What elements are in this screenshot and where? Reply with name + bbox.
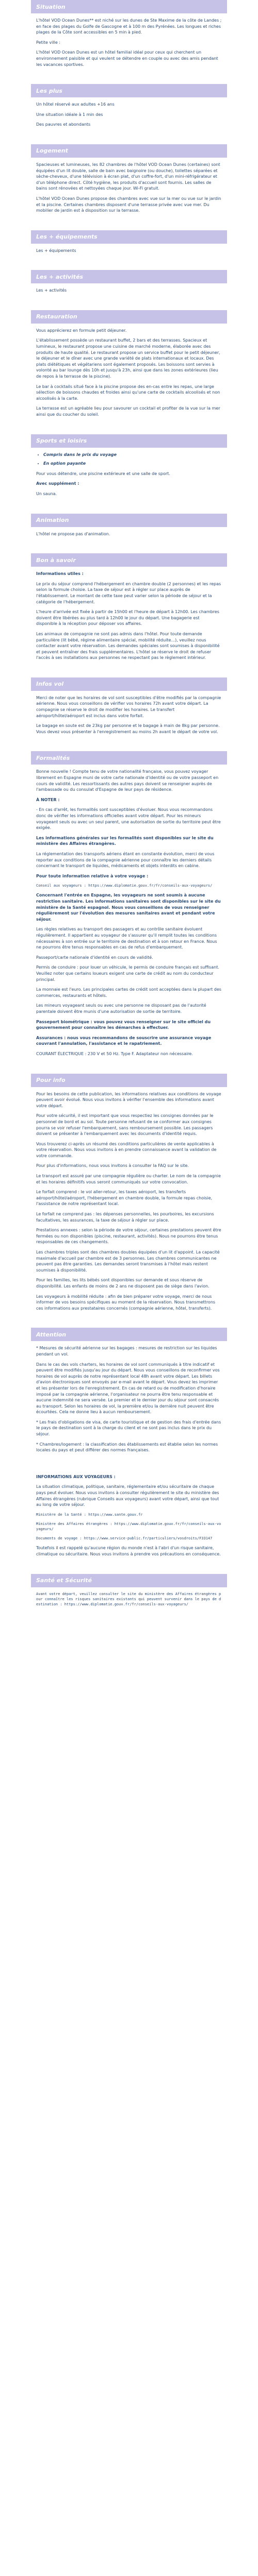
paragraph: Assurances : nous vous recommandons de souscrire une assurance voyage couvrant l'annulation, l'assistance et le rapatriement. (36, 1035, 212, 1046)
bullet-list (36, 452, 222, 467)
section-formalites (31, 751, 227, 1066)
paragraph: La situation climatique, politique, sanitaire, réglementaire et/ou sécuritaire de chaque pays peut évoluer. Nous vous invitons à consulter régulièrement le site du ministère des Affaires étrangères (rubrique Conseils aux voyageurs) avant votre départ, ainsi que tout au long de votre séjour. (36, 1484, 219, 1507)
paragraph: La monnaie est l'euro. Les principales cartes de crédit sont acceptées dans la plupart des commerces, restaurants et hôtels. (36, 987, 221, 998)
section-body (31, 691, 227, 744)
section-header (31, 0, 227, 13)
section-restauration (31, 310, 227, 427)
section-sports (31, 434, 227, 506)
paragraph: Pour toute information relative à votre voyage : (36, 873, 149, 878)
section-title: Restauration (36, 313, 77, 320)
paragraph: La réglementation des transports aériens étant en constante évolution, merci de vous reporter aux conditions de la compagnie aérienne pour connaître les derniers détails concernant le transport de liquides, médicaments et objets interdits en cabine. (36, 851, 215, 869)
section-header (31, 270, 227, 283)
paragraph: * Les frais d'obligations de visa, de carte touristique et de gestion des frais d'entrée dans le pays de destination sont à la charge du client et ne sont pas inclus dans le prix du séjour. (36, 1419, 221, 1437)
section-header (31, 144, 227, 158)
section-title: Formalités (36, 754, 70, 761)
section-header (31, 751, 227, 765)
paragraph: Merci de noter que les horaires de vol sont susceptibles d'être modifiés par la compagnie aérienne. Nous vous conseillons de vérifier vos horaires 72h avant votre départ. La compagnie se réserve le droit de modifier les horaires. Le transfert aéroport/hôtel/aéroport est inclus dans votre forfait. (36, 695, 221, 718)
paragraph: La terrasse est un agréable lieu pour savourer un cocktail et profiter de la vue sur la mer ainsi que du coucher du soleil. (36, 406, 220, 417)
paragraph: Le forfait ne comprend pas : les dépenses personnelles, les pourboires, les excursions facultatives, les assurances, la taxe de séjour à régler sur place. (36, 1212, 214, 1223)
paragraph: Passeport biométrique : vous pouvez vous renseigner sur le site officiel du gouvernement pour connaître les démarches à effectuer. (36, 1019, 211, 1030)
paragraph: Toutefois il est rappelé qu'aucune région du monde n'est à l'abri d'un risque sanitaire, climatique ou sécuritaire. Nous vous invitons à prendre vos précautions en conséquence. (36, 1546, 221, 1556)
section-header (31, 1074, 227, 1087)
paragraph: Pour votre sécurité, il est important que vous respectiez les consignes données par le personnel de bord et au sol. Toute personne refusant de se conformer aux consignes pourra se voir refuser l'embarquement, sans remboursement possible. Les passagers doivent se présenter à l'embarquement avec les documents d'identité requis. (36, 1113, 214, 1137)
paragraph: Le bar à cocktails situé face à la piscine propose des en-cas entre les repas, une large sélection de boissons chaudes et froides ainsi qu'une carte de cocktails alcoolisés et non alcoolisés à la carte. (36, 384, 220, 401)
paragraph: Une situation idéale à 1 min des (36, 112, 103, 117)
paragraph: Les informations générales sur les formalités sont disponibles sur le site du ministère des Affaires étrangères. (36, 835, 214, 846)
section-bon-a-savoir (31, 553, 227, 670)
paragraph: Prestations annexes : selon la période de votre séjour, certaines prestations peuvent être fermées ou non disponibles (piscine, restaurant, activités). Nous ne pourrons être tenus responsables de ces changements. (36, 1228, 221, 1245)
paragraph: Pour vous détendre, une piscine extérieure et une salle de sport. (36, 471, 170, 476)
section-body (31, 244, 227, 263)
paragraph: COURANT ÉLECTRIQUE : 230 V et 50 Hz. Type F. Adaptateur non nécessaire. (36, 1051, 193, 1056)
paragraph: Informations utiles : (36, 571, 84, 577)
paragraph: Vous apprécierez en formule petit déjeuner. (36, 328, 127, 333)
section-body (31, 527, 227, 547)
paragraph: Concernant l'entrée en Espagne, les voyageurs ne sont soumis à aucune restriction sanitaire. Les informations sanitaires sont disponibles sur le site du ministère de la Santé espagnol. Nous vous conseillons de vous renseigner régulièrement sur l'évolution des mesures sanitaires avant et pendant votre séjour. (36, 893, 221, 922)
paragraph: Le transport est assuré par une compagnie régulière ou charter. Le nom de la compagnie et les horaires définitifs vous seront communiqués sur votre convocation. (36, 1174, 221, 1184)
section-title: Logement (36, 147, 68, 155)
section-infos-sup (31, 1470, 227, 1567)
section-plus (31, 84, 227, 137)
paragraph: Un hôtel réservé aux adultes +16 ans (36, 102, 115, 107)
section-infos-vol (31, 677, 227, 744)
paragraph: Les chambres triples sont des chambres doubles équipées d'un lit d'appoint. La capacité maximale d'accueil par chambre est de 3 personnes. Les chambres communicantes ne peuvent pas être garanties. Les demandes seront transmises à l'hôtel mais restent soumises à disponibilité. (36, 1250, 220, 1273)
paragraph: Les règles relatives au transport des passagers et au contrôle sanitaire évoluent régulièrement. Il appartient au voyageur de s'assurer qu'il remplit toutes les conditions nécessaires à son entrée sur le territoire de destination et à son retour en France. Nous ne pourrons être tenus responsables en cas de refus d'embarquement. (36, 927, 217, 950)
paragraph: Les voyageurs à mobilité réduite : afin de bien préparer votre voyage, merci de nous informer de vos besoins spécifiques au moment de la réservation. Nous transmettrons ces informations aux prestataires concernés (compagnie aérienne, hôtel, transferts). (36, 1294, 216, 1311)
section-body (31, 158, 227, 223)
paragraph: INFORMATIONS AUX VOYAGEURS : (36, 1474, 116, 1479)
paragraph: Pour les familles, les lits bébés sont disponibles sur demande et sous réserve de disponibilité. Les enfants de moins de 2 ans ne disposent pas de siège dans l'avion. (36, 1278, 209, 1289)
paragraph: Le forfait comprend : le vol aller-retour, les taxes aéroport, les transferts aéroport/hôtel/aéroport, l'hébergement en chambre double, la formule repas choisie, l'assistance de notre représentant local. (36, 1190, 213, 1207)
paragraph: Documents de voyage : https://www.service-public.fr/particuliers/vosdroits/F33147 (36, 1536, 213, 1541)
paragraph: Ministère de la Santé : https://www.sante.gouv.fr (36, 1512, 143, 1517)
section-title: Attention (36, 1331, 67, 1338)
paragraph: L'hôtel VOD Ocean Dunes propose des chambres avec vue sur la mer ou vue sur le jardin et la piscine. Certaines chambres disposent d'une terrasse privée avec vue mer. Du mobilier de jardin est à disposition sur la terrasse. (36, 196, 221, 213)
section-body (31, 1341, 227, 1463)
paragraph: Les + activités (36, 288, 67, 293)
section-body (31, 567, 227, 670)
paragraph: L'heure d'arrivée est fixée à partir de 15h00 et l'heure de départ à 12h00. Les chambres doivent être libérées au plus tard à 12h00 le jour du départ. Une bagagerie est disponible à la réception pour déposer vos affaires. (36, 609, 219, 626)
paragraph: L'hôtel VOD Ocean Dunes est un hôtel familial idéal pour ceux qui cherchent un environnement paisible et qui veulent se détendre en couple ou avec des amis pendant les vacances sportives. (36, 50, 218, 67)
section-activites (31, 270, 227, 303)
paragraph: L'hôtel ne propose pas d'animation. (36, 531, 110, 536)
section-header (31, 677, 227, 691)
paragraph: L'établissement possède un restaurant buffet, 2 bars et des terrasses. Spacieux et lumineux, le restaurant propose une cuisine de marché moderne, élaborée avec des produits de haute qualité. Le restaurant propose un service buffet pour le petit déjeuner, le déjeuner et le dîner avec une grande variété de plats internationaux et locaux. Des plats diététiques et végétariens sont également proposés. Les boissons sont servies à volonté au bar lounge dès 10h et jusqu'à 23h, ainsi que dans les zones extérieures (lieu de repos à la terrasse de la piscine). (36, 338, 220, 379)
content-column (31, 0, 227, 1616)
section-title: Les + équipements (36, 233, 98, 241)
section-title: Santé et Sécurité (36, 1577, 92, 1584)
paragraph: À NOTER : (36, 797, 60, 802)
paragraph: Passeport/carte nationale d'identité en cours de validité. (36, 955, 153, 960)
paragraph: * Mesures de sécurité aérienne sur les bagages : mesures de restriction sur les liquides pendant un vol. (36, 1346, 217, 1357)
paragraph: Petite ville : (36, 40, 60, 45)
paragraph: Avant votre départ, veuillez consulter le site du ministère des Affaires étrangères pour connaître les risques sanitaires existants qui peuvent survenir dans le pays de destination : https://www.diplomatie.gouv.fr/fr/conseils-aux-voyageurs/ (36, 1591, 221, 1606)
paragraph: Les mineurs voyageant seuls ou avec une personne ne disposant pas de l'autorité parentale doivent être munis d'une autorisation de sortie de territoire. (36, 1003, 206, 1014)
paragraph: Conseil aux voyageurs : https://www.diplomatie.gouv.fr/fr/conseils-aux-voyageurs/ (36, 884, 213, 888)
section-body (31, 97, 227, 137)
section-body (31, 324, 227, 427)
section-title: Pour info (36, 1077, 66, 1084)
paragraph: Avec supplément : (36, 481, 79, 486)
section-header (31, 310, 227, 324)
section-header (31, 230, 227, 244)
paragraph: Des pauvres et abondants (36, 122, 91, 127)
section-title: Bon à savoir (36, 556, 76, 564)
section-body (31, 1587, 227, 1616)
bullet-item: • En option payante (43, 461, 222, 467)
section-header (31, 84, 227, 97)
section-attention (31, 1328, 227, 1463)
section-header (31, 434, 227, 448)
section-body (31, 13, 227, 77)
paragraph: Bonne nouvelle ! Compte tenu de votre nationalité française, vous pouvez voyager librement en Espagne muni de votre carte nationale d'identité ou de votre passeport en cours de validité. Les ressortissants des autres pays doivent se renseigner auprès de l'ambassade ou du consulat d'Espagne de leur pays de résidence. (36, 769, 219, 792)
paragraph: * Chambres/logement : la classification des établissements est établie selon les normes locales du pays et peut différer des normes françaises. (36, 1442, 218, 1453)
paragraph: Le prix du séjour comprend l'hébergement en chambre double (2 personnes) et les repas selon la formule choisie. La taxe de séjour est à régler sur place auprès de l'établissement. Le montant de cette taxe peut varier selon la période de séjour et la catégorie de l'hébergement. (36, 581, 221, 604)
section-logement (31, 144, 227, 223)
paragraph: Pour plus d'informations, nous vous invitons à consulter la FAQ sur le site. (36, 1163, 189, 1168)
section-sante (31, 1574, 227, 1616)
section-header (31, 553, 227, 567)
paragraph: Les + équipements (36, 248, 76, 253)
paragraph: Le bagage en soute est de 23kg par personne et le bagage à main de 8kg par personne. Vous devez vous présenter à l'enregistrement au moins 2h avant le départ de votre vol. (36, 723, 220, 734)
bullet-item: • Compris dans le prix du voyage (43, 452, 222, 458)
section-title: Situation (36, 3, 66, 10)
section-body (31, 1087, 227, 1321)
section-body (31, 1470, 227, 1567)
section-pour-info (31, 1074, 227, 1321)
section-title: Infos vol (36, 681, 64, 688)
paragraph: Spacieuses et lumineuses, les 82 chambres de l'hôtel VOD Ocean Dunes (certaines) sont équipées d'un lit double, salle de bain avec baignoire (ou douche), toilettes séparées et sèche-cheveux, d'une télévision à écran plat, d'un coffre-fort, d'un mini-réfrigérateur et d'un téléphone direct. Côté hygiène, les produits d'accueil sont fournis. Les salles de bains sont rénovées et nettoyées chaque jour. Wi-Fi gratuit. (36, 162, 220, 191)
paragraph: Permis de conduire : pour louer un véhicule, le permis de conduire français est suffisant. Veuillez noter que certains loueurs exigent une carte de crédit au nom du conducteur principal. (36, 965, 219, 982)
paragraph: Vous trouverez ci-après un résumé des conditions particulières de vente applicables à votre réservation. Nous vous invitons à en prendre connaissance avant la validation de votre commande. (36, 1141, 217, 1158)
section-header (31, 514, 227, 527)
section-header (31, 1328, 227, 1341)
section-body (31, 448, 227, 506)
section-header (31, 1574, 227, 1587)
paragraph: Ministère des Affaires étrangères : https://www.diplomatie.gouv.fr/fr/conseils-aux-voyageurs/ (36, 1521, 221, 1532)
paragraph: Les animaux de compagnie ne sont pas admis dans l'hôtel. Pour toute demande particulière (lit bébé, régime alimentaire spécial, mobilité réduite...), veuillez nous contacter avant votre réservation. Les demandes spéciales sont soumises à disponibilité et peuvent entraîner des frais supplémentaires. L'hôtel se réserve le droit de refuser l'accès à ses installations aux personnes ne respectant pas le règlement intérieur. (36, 631, 220, 660)
section-activites-plus (31, 230, 227, 263)
paragraph: Pour les besoins de cette publication, les informations relatives aux conditions de voyage peuvent avoir évolué. Nous vous invitons à vérifier l'ensemble des informations avant votre départ. (36, 1091, 221, 1108)
paragraph: Un sauna. (36, 491, 57, 496)
paragraph: L'hôtel VOD Ocean Dunes** est niché sur les dunes de Ste Maxime de la côte de Landes ; en face des plages du Golfe de Gascogne et à 100 m des Pyrénées. Les longues et riches plages de la Côte sont accessibles en 5 min à pied. (36, 18, 222, 35)
section-body (31, 765, 227, 1066)
section-title: Sports et loisirs (36, 437, 87, 445)
section-body (31, 283, 227, 303)
paragraph: Dans le cas des vols charters, les horaires de vol sont communiqués à titre indicatif et peuvent être modifiés jusqu'au jour du départ. Nous vous conseillons de reconfirmer vos horaires de vol auprès de notre représentant local 48h avant votre départ. Les billets d'avion électroniques sont envoyés par e-mail avant le départ. Vous devez les imprimer et les présenter lors de l'enregistrement. En cas de retard ou de modification d'horaire imposé par la compagnie aérienne, l'organisateur ne pourra être tenu responsable et aucune indemnité ne sera versée. Le premier et le dernier jour du séjour sont consacrés au transport. Selon les horaires de vol, la première et/ou la dernière nuit peuvent être écourtées. Cela ne donne lieu à aucun remboursement. (36, 1362, 220, 1415)
paragraph: - En cas d'arrêt, les formalités sont susceptibles d'évoluer. Nous vous recommandons donc de vérifier les informations officielles avant votre départ. Pour les mineurs voyageant seuls ou avec un seul parent, une autorisation de sortie du territoire peut être exigée. (36, 807, 221, 831)
section-title: Les plus (36, 87, 62, 94)
section-title: Animation (36, 517, 69, 524)
section-title: Les + activités (36, 273, 84, 280)
section-animation (31, 514, 227, 547)
section-situation (31, 0, 227, 77)
